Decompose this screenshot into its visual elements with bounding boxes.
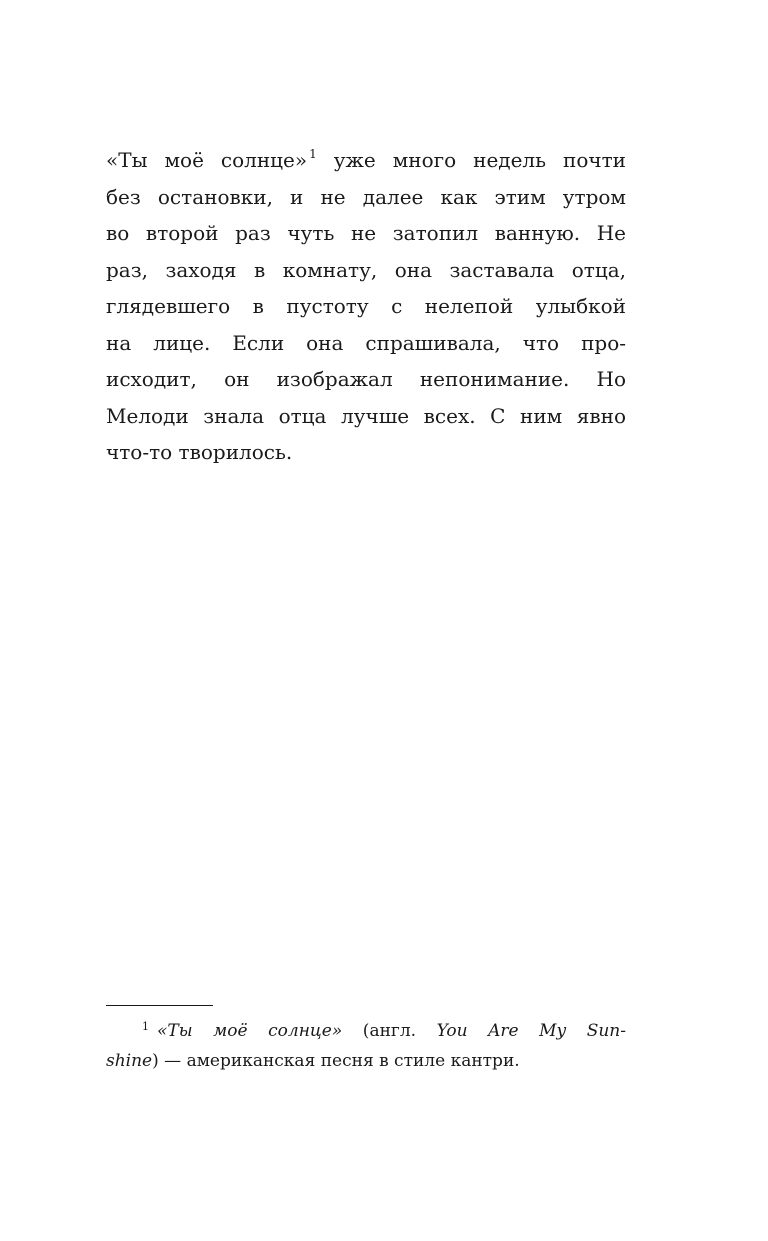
footnote-english-title: You Are My Sun- xyxy=(436,1021,627,1041)
body-paragraph xyxy=(106,142,626,471)
body-line: на лице. Если она спрашивала, что про- xyxy=(106,330,626,355)
body-line: без остановки, и не далее как этим утром xyxy=(106,184,626,209)
body-line: исходит, он изображал непонимание. Но xyxy=(106,367,626,391)
body-line: глядевшего в пустоту с нелепой улыбкой xyxy=(106,294,626,318)
body-line: Мелоди знала отца лучше всех. С ним явно xyxy=(106,403,626,428)
footnote-english-title-end: shine xyxy=(106,1051,153,1071)
body-line: что-то творилось. xyxy=(106,440,293,464)
footnote-mark: 1 xyxy=(142,1020,149,1033)
footnote xyxy=(106,1016,626,1076)
footnote-line: $^1$ «Ты моё солнце» (англ. You Are My Sun- xyxy=(142,1020,627,1041)
footnote-line: shine) — американская песня в стиле кантри. xyxy=(106,1051,520,1071)
footnote-divider xyxy=(106,1005,213,1006)
body-line: во второй раз чуть не затопил ванную. Не xyxy=(106,221,626,245)
footnote-reference[interactable]: 1 xyxy=(309,147,317,161)
body-line: раз, заходя в комнату, она заставала отца, xyxy=(106,257,626,282)
footnote-song-title: «Ты моё солнце» xyxy=(157,1021,343,1041)
body-line: «Ты моё солнце» $^1$ уже много недель почти xyxy=(106,147,626,172)
